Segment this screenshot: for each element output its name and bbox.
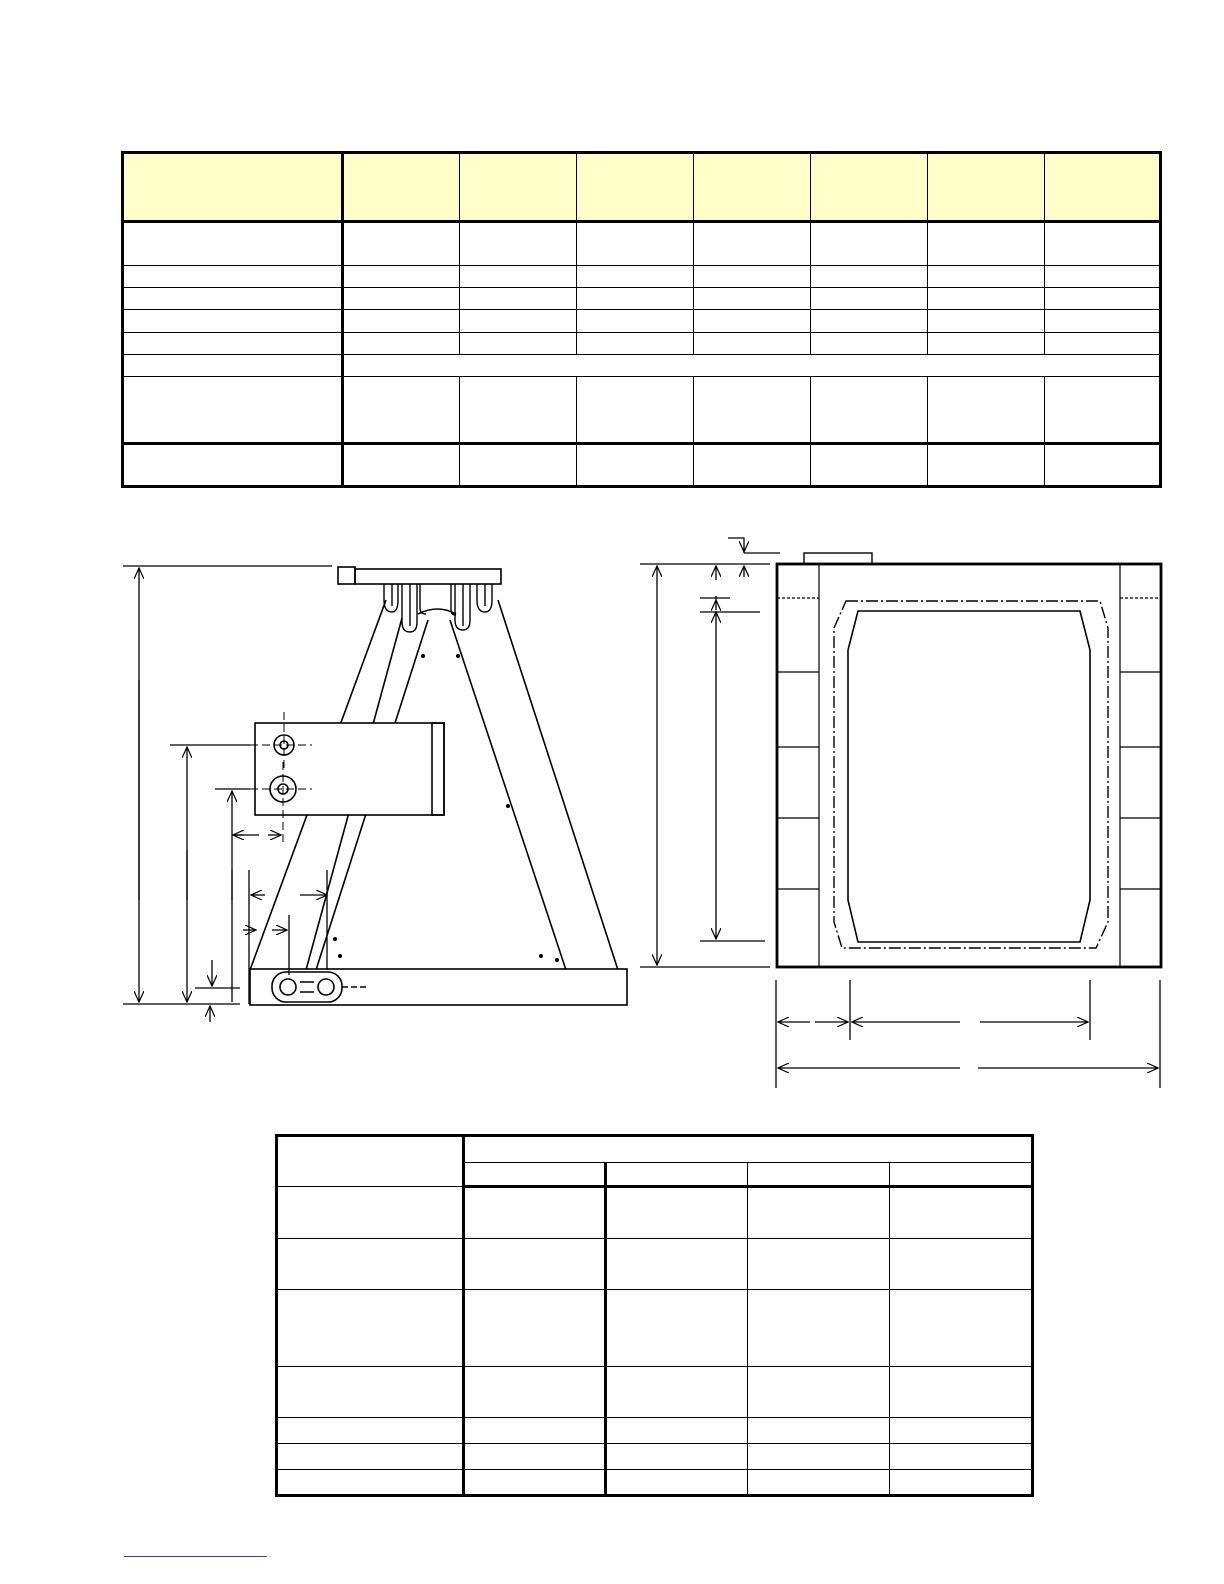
dim-cell	[890, 1290, 1033, 1367]
dim-header-label-cell	[277, 1136, 464, 1187]
dim-cell	[890, 1187, 1033, 1239]
coil-face	[848, 611, 1090, 942]
dim-cell	[606, 1444, 748, 1470]
dim-cell	[606, 1290, 748, 1367]
dim-subheader-cell	[606, 1163, 748, 1187]
dim-table-row	[277, 1444, 1033, 1470]
dim-subheader-cell	[748, 1163, 890, 1187]
dim-header-group-cell	[464, 1136, 1033, 1163]
side-channels	[819, 564, 1120, 966]
dim-subheader-cell	[890, 1163, 1033, 1187]
dim-cell	[464, 1367, 606, 1418]
dim-cell	[606, 1239, 748, 1290]
drain-pan	[250, 969, 627, 1005]
dim-cell	[606, 1367, 748, 1418]
dim-cell	[748, 1239, 890, 1290]
dim-cell	[464, 1444, 606, 1470]
dimension-table	[275, 1134, 1034, 1497]
dim-cell	[464, 1239, 606, 1290]
dim-cell	[464, 1418, 606, 1444]
footer-link-underline[interactable]	[124, 1556, 267, 1557]
dim-cell	[748, 1187, 890, 1239]
right-slab-inner	[450, 620, 566, 970]
dim-row-label	[277, 1470, 464, 1496]
top-fitting	[804, 553, 872, 564]
dim-cell	[890, 1444, 1033, 1470]
dim-row-label	[277, 1239, 464, 1290]
dim-row-label	[277, 1444, 464, 1470]
dim-table-row	[277, 1187, 1033, 1239]
dim-row-label	[277, 1367, 464, 1418]
coil-outline-dashed	[834, 601, 1108, 948]
dim-row-label	[277, 1187, 464, 1239]
dim-cell	[748, 1470, 890, 1496]
dim-cell	[748, 1290, 890, 1367]
dim-cell	[890, 1470, 1033, 1496]
dim-cell	[464, 1290, 606, 1367]
coil-front-view	[640, 538, 1161, 1088]
dim-cell	[748, 1418, 890, 1444]
coil-side-view	[123, 566, 627, 1022]
header-bar	[355, 569, 501, 584]
dim-table-header-row	[277, 1136, 1033, 1163]
dim-cell	[890, 1239, 1033, 1290]
dim-subheader-cell	[464, 1163, 606, 1187]
right-slab-outer	[498, 600, 618, 970]
dim-cell	[464, 1187, 606, 1239]
dim-cell	[606, 1187, 748, 1239]
dim-cell	[748, 1444, 890, 1470]
dim-cell	[748, 1367, 890, 1418]
dim-row-label	[277, 1290, 464, 1367]
dim-row-label	[277, 1418, 464, 1444]
dim-cell	[606, 1418, 748, 1444]
dim-table-row	[277, 1367, 1033, 1418]
dim-cell	[890, 1367, 1033, 1418]
dim-cell	[464, 1470, 606, 1496]
header-cap	[338, 567, 355, 584]
dim-table-row	[277, 1470, 1033, 1496]
dim-table-row	[277, 1290, 1033, 1367]
dim-cell	[890, 1418, 1033, 1444]
dim-table-row	[277, 1418, 1033, 1444]
dim-table-row	[277, 1239, 1033, 1290]
dim-cell	[606, 1470, 748, 1496]
